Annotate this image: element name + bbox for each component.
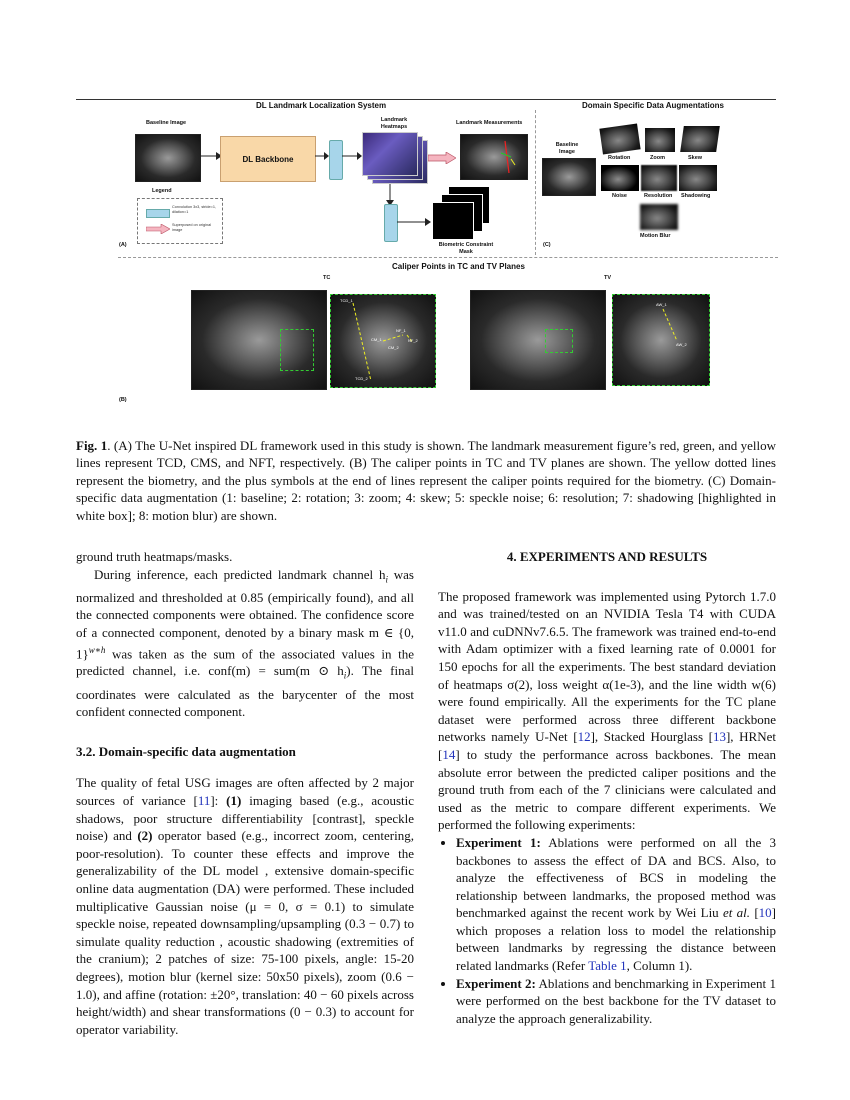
aug-rotation-image xyxy=(599,123,640,154)
panel-a-title: DL Landmark Localization System xyxy=(256,101,387,110)
panel-c-label: (C) xyxy=(543,242,551,248)
ref-13-link[interactable]: 13 xyxy=(712,729,726,745)
ref-12-link[interactable]: 12 xyxy=(577,729,591,745)
conv-block-2 xyxy=(384,204,398,242)
experiments-list xyxy=(438,834,776,1028)
aug-motion-blur-label: Motion Blur xyxy=(640,233,671,239)
baseline-ultrasound-image xyxy=(135,134,201,182)
legend-superimpose-arrow-icon xyxy=(146,224,170,234)
panel-a-label: (A) xyxy=(119,242,127,248)
section-3-2-title: 3.2. Domain-specific data augmentation xyxy=(76,743,296,759)
mask-stack-front xyxy=(432,202,474,240)
ref-11-link[interactable]: 11 xyxy=(197,793,211,809)
panel-b-label: (B) xyxy=(119,397,127,403)
aug-baseline-label: Baseline Image xyxy=(555,142,579,155)
conv-block-1 xyxy=(329,140,343,180)
left-paragraph-0: ground truth heatmaps/masks. xyxy=(76,549,233,564)
tc-zoom-image xyxy=(330,294,436,388)
aug-noise-image xyxy=(601,165,639,191)
legend-conv-text: Convolution 3x3, stride=1, dilation=1 xyxy=(172,205,217,214)
legend-superimposed-text: Superposed on original image xyxy=(172,223,212,232)
legend-conv-swatch xyxy=(146,209,170,218)
arrow-to-mask-icon xyxy=(397,216,431,228)
panel-separator-horizontal xyxy=(118,257,778,258)
tcd2-label: TCD_2 xyxy=(355,376,368,381)
aug-shadowing-label: Shadowing xyxy=(681,193,711,199)
right-column xyxy=(438,548,776,1027)
ref-14-link[interactable]: 14 xyxy=(442,746,456,762)
nf1-label: NF_1 xyxy=(396,328,406,333)
tc-label: TC xyxy=(323,275,331,281)
tv-zoom-image xyxy=(612,294,710,386)
caption-text: . (A) The U-Net inspired DL framework used in this study is shown. The landmark measurement figure’s red, green, and yellow lines represent TCD, CMS, and NFT, respectively. (B) The caliper points in TC and TV planes are shown. The yellow dotted lines represent the biometry, and the plus symbols at the end of lines represent the caliper points required for the biometry. (C) Domain-specific data augmentation (1: baseline; 2: rotation; 3: zoom; 4: skew; 5: speckle noise; 6: resolution; 7: shadowing [highlighted in white box]; 8: motion blur) are shown. xyxy=(76,438,776,523)
panel-c-title: Domain Specific Data Augmentations xyxy=(582,101,724,110)
left-paragraph-2: The quality of fetal USG images are often affected by 2 major sources of variance [11]: (1) imaging based (e.g., acoustic shadows, poor structure differentiability [contrast], speckle noise) and (2) operator based (e.g., incorrect zoom, centering, poor-resolution). To counter these effects and improve the generalizability of the DL model , extensive domain-specific online data augmentation (DA) were performed. These included multiplicative Gaussian noise (μ = 0, σ = 0.1) to simulate speckle noise, repeated downsampling/upsampling (0.3 − 0.7) to simulate quality reduction , acoustic shadowing (extremities of the cranium); 2 patches of size: 75-100 pixels, angle: 15-20 degrees), motion blur (kernel size: 50x50 pixels), zoom (0.6 − 1.0), and affine (rotation: ±20°, translation: 40 − 60 pixels across height/width) and shear transformations (0 − 0.3) to account for operator variability. xyxy=(76,775,414,1037)
landmark-heatmaps-label: Landmark Heatmaps xyxy=(380,117,408,130)
arrow-down-icon xyxy=(384,184,396,206)
aug-resolution-image xyxy=(641,165,677,191)
aug-resolution-label: Resolution xyxy=(644,193,673,199)
left-paragraph-1: During inference, each predicted landmark channel $h_i$ was normalized and thresholded at 0.85 (empirically found), and all the connected components were obtained. The confidence score of a connected component, denoted by a binary mask m ∈ {0, 1}$^{w∗h}$ was taken as the sum of the associated values in the predicted channel, i.e. conf(m) = sum(m ⊙ $h_i$). The final coordinates were calculated as the barycenter of the most confident connected component. xyxy=(76,566,414,720)
panel-separator-vertical xyxy=(535,110,536,255)
dl-backbone-block: DL Backbone xyxy=(220,136,316,182)
aug-shadowing-image xyxy=(679,165,717,191)
biometric-mask-label: Biometric Constraint Mask xyxy=(438,242,494,255)
aw1-label: AW_1 xyxy=(656,302,667,307)
landmark-measurement-image xyxy=(460,134,528,180)
aug-zoom-label: Zoom xyxy=(650,155,665,161)
right-paragraph-1: The proposed framework was implemented using Pytorch 1.7.0 and was trained/tested on an NVIDIA Tesla T4 with CUDA v11.0 and cuDNNv7.6.5. The framework was trained end-to-end with Adam optimizer with a fixed learning rate of 0.0001 for 150 epochs for all the experiments. The best standard deviation of heatmaps σ(2), loss weight α(1e-3), and the line width w(6) were found empirically. All the experiments for the TC plane dataset were performed across three different backbone networks namely U-Net [12], Stacked Hourglass [13], HRNet [14] to study the performance across backbones. The mean absolute error between the predicted caliper positions and the ground truth from each of the 7 clinicians were calculated and used as the metric to compare different experiments. We performed the following experiments: xyxy=(438,588,776,833)
aug-rotation-label: Rotation xyxy=(608,155,631,161)
heatmap-stack-front xyxy=(362,132,418,176)
left-column xyxy=(76,548,414,1038)
superimpose-arrow-icon xyxy=(428,152,456,164)
arrow-to-conv-icon xyxy=(315,150,329,162)
tv-zoom-region xyxy=(545,329,573,353)
caption-label: Fig. 1 xyxy=(76,438,108,453)
experiment-1-item: • Experiment 1: Ablations were performed on all the 3 backbones to assess the effect of DA and BCS. Also, to analyze the effectiveness of BCS in modeling the relationship between landmarks, the proposed method was benchmarked against the recent work by Wei Liu et al. [10] which proposes a relation loss to model the relationship between landmarks by regressing the distance between related landmarks (Refer Table 1, Column 1). xyxy=(456,834,776,975)
arrow-to-heatmaps-icon xyxy=(342,150,362,162)
tc-plane-image xyxy=(191,290,327,390)
cm2-label: CM_2 xyxy=(388,345,399,350)
aug-noise-label: Noise xyxy=(612,193,627,199)
landmark-measurements-label: Landmark Measurements xyxy=(456,120,523,126)
tc-zoom-region xyxy=(280,329,314,371)
legend-box xyxy=(137,198,223,244)
aw2-label: AW_2 xyxy=(676,342,687,347)
baseline-image-label: Baseline Image xyxy=(146,120,187,126)
figure-caption xyxy=(76,437,776,524)
table-1-link[interactable]: Table 1 xyxy=(588,958,627,974)
tcd1-label: TCD_1 xyxy=(340,298,353,303)
section-4-title: 4. EXPERIMENTS AND RESULTS xyxy=(506,549,708,564)
legend-title: Legend xyxy=(152,188,172,194)
cm1-label: CM_1 xyxy=(371,337,382,342)
experiment-2-item: • Experiment 2: Ablations and benchmarking in Experiment 1 were performed on the best backbone for the TV dataset to analyze the approach generalizability. xyxy=(456,975,776,1028)
aug-baseline-image xyxy=(542,158,596,196)
figure-top-rule xyxy=(76,99,776,100)
panel-b-title: Caliper Points in TC and TV Planes xyxy=(392,262,525,271)
tv-label: TV xyxy=(604,275,612,281)
tv-plane-image xyxy=(470,290,606,390)
nf2-label: NF_2 xyxy=(408,338,418,343)
ref-10-link[interactable]: 10 xyxy=(758,905,772,921)
aug-skew-label: Skew xyxy=(688,155,703,161)
aug-motion-blur-image xyxy=(640,204,678,230)
arrow-to-backbone-icon xyxy=(200,150,222,162)
aug-skew-image xyxy=(680,126,720,152)
aug-zoom-image xyxy=(645,128,675,152)
